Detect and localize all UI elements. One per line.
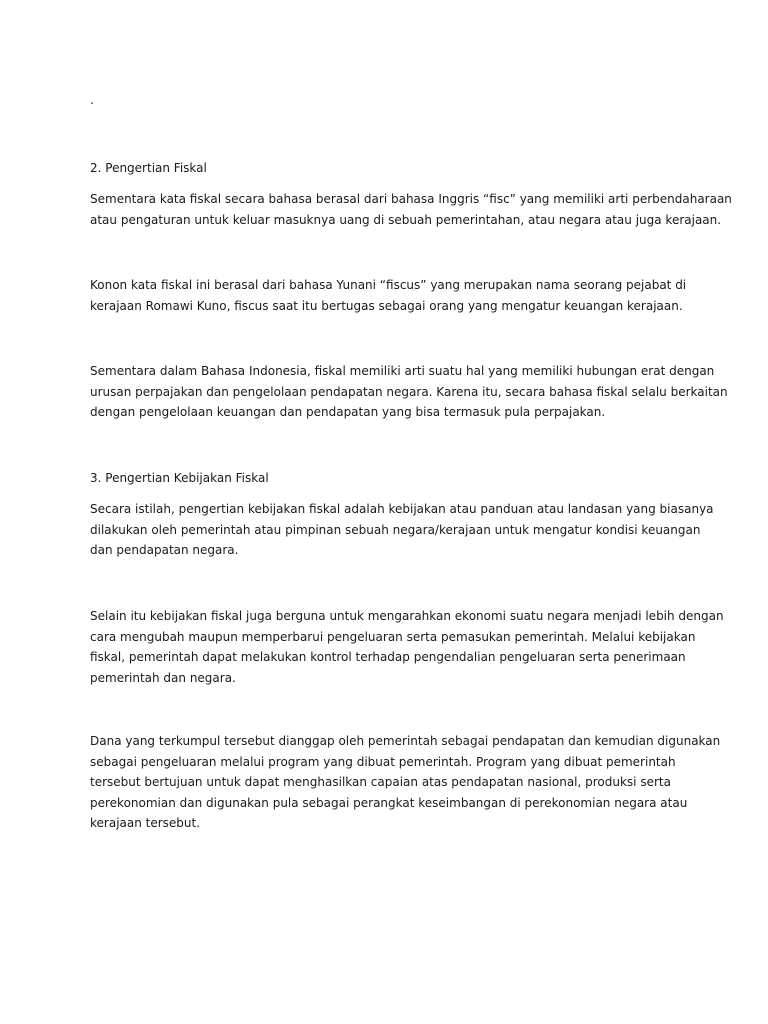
section-heading-pengertian-fiskal: 2. Pengerti̇an Fiskal <box>90 161 207 175</box>
paragraph <box>90 275 690 316</box>
paragraph-line: kerajaan tersebut. <box>90 816 201 830</box>
paragraph-line: tersebut bertujuan untuk dapat menghasilkan capaian atas pendapatan nasional, produksi serta <box>90 775 671 789</box>
paragraph-line: dilakukan oleh pemerintah atau pimpinan sebuah negara/kerajaan untuk mengatur kondisi keuangan <box>90 522 701 537</box>
paragraph <box>90 499 714 561</box>
paragraph <box>90 731 721 834</box>
paragraph-line: Konon kata fiskal ini berasal dari bahasa Yunani “fiscus” yang merupakan nama seorang pejabat di <box>90 278 687 292</box>
paragraph-line: kerajaan Romawi Kuno, fiscus saat itu bertugas sebagai orang yang mengatur keuangan kerajaan. <box>90 298 683 313</box>
paragraph-line: sebagai pengeluaran melalui program yang dibuat pemerintah. Program yang dibuat pemerintah <box>90 754 676 769</box>
paragraph-line: Selain itu kebijakan fiskal juga berguna untuk mengarahkan ekonomi suatu negara menjadi lebih dengan <box>90 609 724 623</box>
paragraph-line: dengan pengelolaan keuangan dan pendapatan yang bisa termasuk pula perpajakan. <box>90 405 606 419</box>
paragraph-line: urusan perpajakan dan pengelolaan pendapatan negara. Karena itu, secara bahasa fiskal selalu berkaitan <box>90 384 728 399</box>
paragraph-line: perekonomian dan digunakan pula sebagai perangkat keseimbangan di perekonomian negara atau <box>90 795 688 810</box>
paragraph <box>90 606 724 688</box>
paragraph-line: Sementara dalam Bahasa Indonesia, fiskal memiliki arti̇ suatu hal yang memiliki hubungan erat dengan <box>90 364 715 378</box>
paragraph-line: atau pengaturan untuk keluar masuknya uang di sebuah pemerintahan, atau negara atau juga kerajaan. <box>90 212 722 227</box>
paragraph <box>90 189 732 230</box>
bullet-dot: . <box>90 93 94 107</box>
paragraph-line: Dana yang terkumpul tersebut dianggap oleh pemerintah sebagai pendapatan dan kemudian digunakan <box>90 734 721 748</box>
paragraph <box>90 361 728 423</box>
paragraph-line: dan pendapatan negara. <box>90 543 239 557</box>
paragraph-line: Secara isti̇lah, pengerti̇an kebijakan fiskal adalah kebijakan atau panduan atau landasan yang biasanya <box>90 502 714 516</box>
paragraph-line: cara mengubah maupun memperbarui pengeluaran serta pemasukan pemerintah. Melalui kebijakan <box>90 629 696 644</box>
paragraph-line: fiskal, pemerintah dapat melakukan kontrol terhadap pengendalian pengeluaran serta penerimaan <box>90 650 686 664</box>
section-heading-pengertian-kebijakan-fiskal: 3. Pengerti̇an Kebijakan Fiskal <box>90 471 269 485</box>
paragraph-line: Sementara kata fiskal secara bahasa berasal dari bahasa Inggris “fisc” yang memiliki arti̇ perbendaharaan <box>90 192 732 206</box>
paragraph-line: pemerintah dan negara. <box>90 670 236 685</box>
